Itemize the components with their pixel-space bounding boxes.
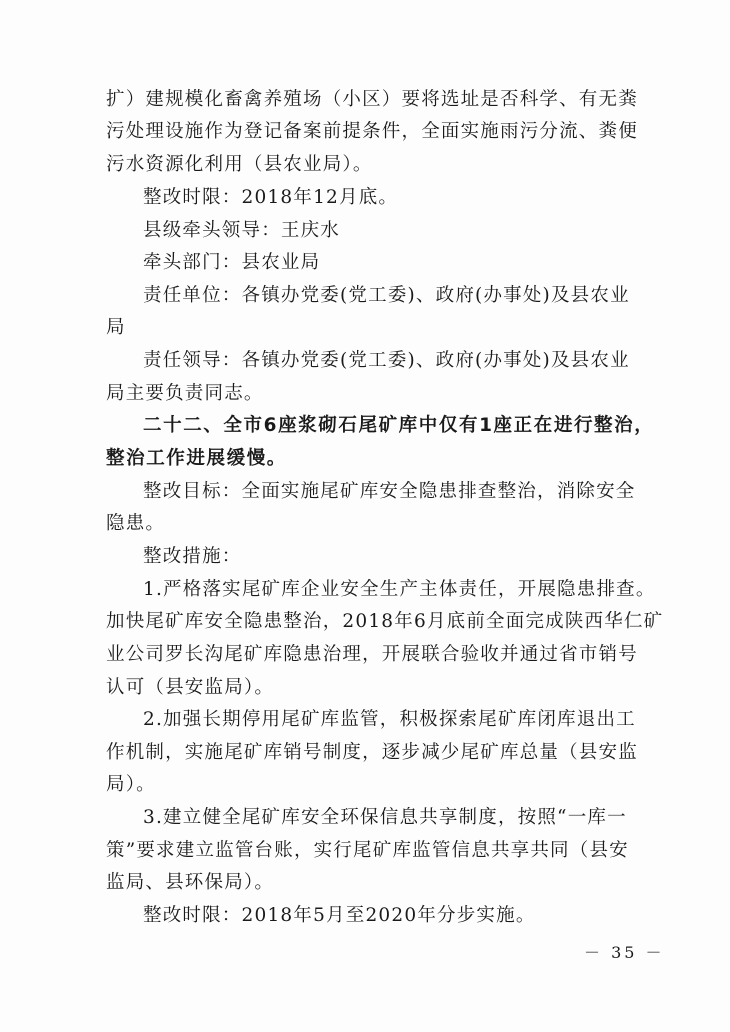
leader-line: 县级牵头领导：王庆水 [143,220,341,241]
lead-department-line: 牵头部门：县农业局 [143,252,321,273]
section-heading-cont: 整治工作进展缓慢。 [106,448,287,469]
paragraph-line: 隐患。 [106,513,166,534]
paragraph-line: 认可（县安监局）。 [106,677,275,698]
section-heading: 二十二、全市6座浆砌石尾矿库中仅有1座正在进行整治， [143,415,655,436]
paragraph-line: 局主要负责同志。 [106,383,264,404]
paragraph-line: 加快尾矿库安全隐患整治，2018年6月底前全面完成陕西华仁矿 [106,611,664,632]
paragraph-line: 扩）建规模化畜禽养殖场（小区）要将选址是否科学、有无粪 [106,89,638,110]
paragraph-line: 污处理设施作为登记备案前提条件，全面实施雨污分流、粪便 [106,121,638,142]
deadline-line: 整改时限：2018年12月底。 [143,187,399,208]
paragraph-line: 策”要求建立监管台账，实行尾矿库监管信息共享共同（县安 [106,840,629,861]
paragraph-line: 业公司罗长沟尾矿库隐患治理，开展联合验收并通过省市销号 [106,644,638,665]
measure-3-line: 3.建立健全尾矿库安全环保信息共享制度，按照“一库一 [143,807,627,828]
paragraph-line: 作机制，实施尾矿库销号制度，逐步减少尾矿库总量（县安监 [106,742,638,763]
target-line: 整改目标：全面实施尾矿库安全隐患排查整治，消除安全 [143,481,636,502]
measure-2-line: 2.加强长期停用尾矿库监管，积极探索尾矿库闭库退出工 [143,709,636,730]
measure-1-line: 1.严格落实尾矿库企业安全生产主体责任，开展隐患排查。 [143,579,656,600]
page-number: － 35 － [584,943,665,962]
paragraph-line: 污水资源化利用（县农业局）。 [106,154,373,175]
paragraph-line: 监局、县环保局）。 [106,872,275,893]
responsible-leader-line: 责任领导：各镇办党委(党工委)、政府(办事处)及县农业 [143,350,630,371]
measures-heading: 整改措施： [143,546,242,567]
paragraph-line: 局）。 [106,774,156,795]
responsible-unit-line: 责任单位：各镇办党委(党工委)、政府(办事处)及县农业 [143,285,630,306]
deadline-line: 整改时限：2018年5月至2020年分步实施。 [143,905,536,926]
paragraph-line: 局 [106,317,126,338]
